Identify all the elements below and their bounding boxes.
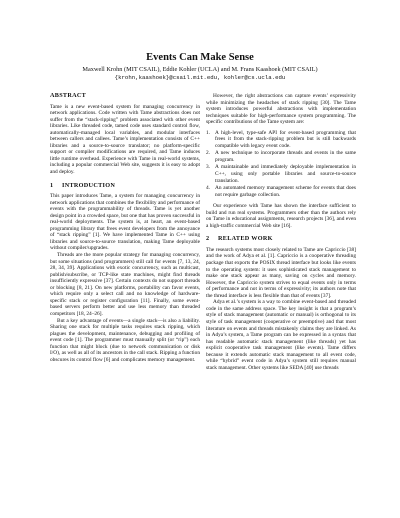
abstract-heading: ABSTRACT: [50, 92, 87, 99]
left-column: [50, 93, 200, 363]
author-names: Maxwell Krohn (MIT CSAIL), Eddie Kohler (UCLA) and M. Frans Kaashoek (MIT CSAIL): [82, 66, 318, 73]
list-item: 4. An automated memory management scheme for events that does not require garbage collection.: [206, 185, 356, 198]
related-paragraph-1: The research systems most closely related to Tame are Capriccio [38] and the work of Adya et al. [1]. Capriccio is a cooperative threading package that exports the POSIX thread interface but looks like events to the operating system: it uses sophisticated stack management to make one stack appear as many, saving on cycles and memory. However, the Capriccio system strives to equal events only in terms of performance and not in terms of expressivity; its authors note that the thread interface is less flexible than that of events [37].: [206, 246, 356, 299]
paper-title: Events Can Make Sense: [146, 52, 254, 63]
list-item: 3. A maintainable and immediately deployable implementation in C++, using only portable libraries and source-to-source translation.: [206, 164, 356, 184]
section-title: INTRODUCTION: [62, 181, 116, 189]
author-emails: {krohn,kaashoek}@csail.mit.edu, kohler@cs.ucla.edu: [114, 74, 286, 81]
list-item: 2. A new technique to incorporate threads and events in the same program.: [206, 150, 356, 163]
contributions-list: [206, 130, 356, 198]
right-column: [206, 93, 356, 371]
abstract-text: Tame is a new event-based system for managing concurrency in network applications. Code written with Tame abstractions does not suffer from the “stack-ripping” problem associated with other event libraries. Like threaded code, tamed code uses standard control flow, automatically-managed local variables, and modular interfaces between callers and callees. Tame’s implementation consists of C++ libraries and a source-to-source translator; no platform-specific support or compiler modifications are required, and Tame induces little runtime overhead. Experience with Tame in real-world systems, including a popular commercial Web site, suggests it is easy to adopt and deploy.: [50, 103, 200, 176]
author-block: [0, 66, 400, 82]
section-title: RELATED WORK: [218, 235, 273, 243]
section-number: 2: [206, 235, 210, 243]
intro-paragraph-1: This paper introduces Tame, a system for managing concurrency in network applications that combines the flexibility and performance of events with the programmability of threads. Tame is yet another design point in a crowded space, but one that has proven successful in real-world deployments. The system is, at heart, an event-based programming library that frees event developers from the annoyance of “stack ripping” [1]. We have implemented Tame in C++ using libraries and source-to-source translation, making Tame deployable without compiler/upgrades.: [50, 193, 200, 252]
intro-paragraph-2: Threads are the more popular strategy for managing concurrency, but some situations (and programmers) still call for events [7, 13, 24, 28, 34, 39]. Applications with exotic concurrency, such as multicast, publish/subscribe, or TCP-like state machines, might find threads insufficiently expressive [37]. Certain contexts do not support threads or blocking [8, 21]. On new platforms, portability can favor events, which require only a select call and no knowledge of hardware-specific stack or register configuration [11]. Finally, some event-based servers perform better and use less memory than threaded competitors [18, 24–26].: [50, 252, 200, 317]
related-paragraph-2: Adya et al.’s system is a way to combine event-based and threaded code in the same address space. The key insight is that a program’s style of stack management (automatic or manual) is orthogonal to its style of task management (cooperative or preemptive) and that most literature on events and threads mistakenly claims they are linked. As in Adya’s system, a Tame program can be expressed in a syntax that has readable automatic stack management (like threads) yet has explicit cooperative task management (like events). Tame differs because it extends automatic stack management to all event code, while “hybrid” event code in Adya’s system still requires manual stack management. Other systems like SEDA [40] use threads: [206, 299, 356, 371]
section-number: 1: [50, 181, 54, 189]
list-item: 1. A high-level, type-safe API for event-based programming that frees it from the stack-ripping problem but is still backwards compatible with legacy event code.: [206, 129, 356, 149]
intro-paragraph-3: But a key advantage of events—a single stack—is also a liability. Sharing one stack for multiple tasks requires stack ripping, which plagues the development, maintenance, debugging and profiling of event code [1]. The programmer must manually split (or “rip”) each function that might block (due to network communication or disk I/O), as well as all of its ancestors in the call stack. Ripping a function obscures its control flow [6] and complicates memory management.: [50, 317, 200, 363]
contributions-intro: However, the right abstractions can capture events’ expressivity while minimizing the headaches of stack ripping [30]. The Tame system introduces powerful abstractions with implementation techniques suitable for high-performance system programming. The specific contributions of the Tame system are:: [206, 93, 356, 126]
experience-paragraph: Our experience with Tame has shown the interface sufficient to build and run real systems. Programmers other than the authors rely on Tame in educational assignments, research projects [36], and even a high-traffic commercial Web site [16].: [206, 203, 356, 229]
